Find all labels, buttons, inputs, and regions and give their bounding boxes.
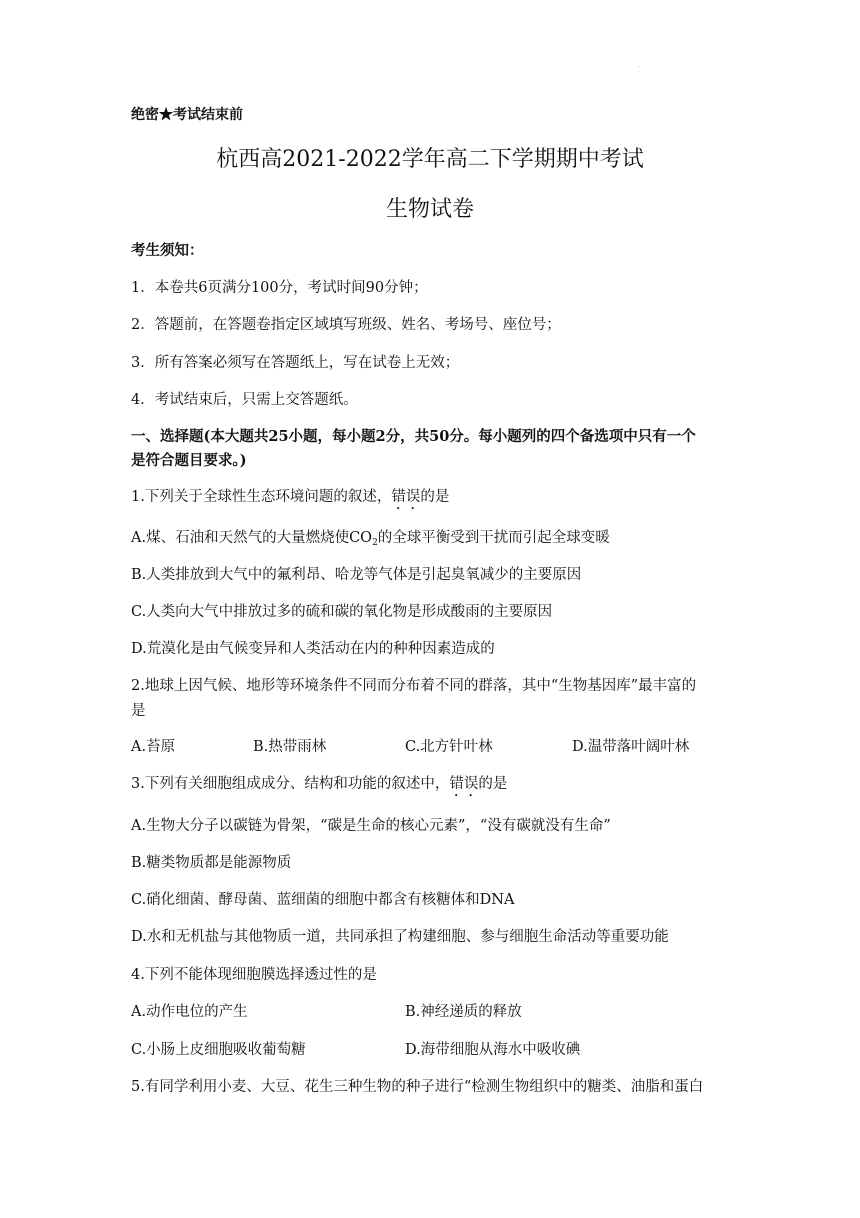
q1-emphasis: 错误 <box>391 489 421 505</box>
notice-item-1: 1．本卷共6页满分100分，考试时间90分钟； <box>131 280 428 296</box>
q2-option-a: A.苔原 <box>131 739 176 755</box>
q3-option-b: B.糖类物质都是能源物质 <box>131 855 292 871</box>
confidential-label: 绝密★考试结束前 <box>131 107 243 123</box>
q3-stem: 3.下列有关细胞组成成分、结构和功能的叙述中，错误的是 <box>131 776 508 792</box>
q1-option-d: D.荒漠化是由气候变异和人类活动在内的种种因素造成的 <box>131 641 495 657</box>
exam-title: 杭西高2021-2022学年高二下学期期中考试 <box>216 147 644 172</box>
q1-option-b: B.人类排放到大气中的氟利昂、哈龙等气体是引起臭氧减少的主要原因 <box>131 567 582 583</box>
q4-option-d: D.海带细胞从海水中吸收碘 <box>405 1042 581 1058</box>
q3-option-a: A.生物大分子以碳链为骨架，“碳是生命的核心元素”，“没有碳就没有生命” <box>131 818 611 834</box>
q4-option-c: C.小肠上皮细胞吸收葡萄糖 <box>131 1042 306 1058</box>
notice-item-2: 2．答题前，在答题卷指定区域填写班级、姓名、考场号、座位号； <box>131 317 561 333</box>
q2-stem-line2: 是 <box>131 703 146 719</box>
exam-subtitle: 生物试卷 <box>385 197 474 222</box>
q3-option-c: C.硝化细菌、酵母菌、蓝细菌的细胞中都含有核糖体和DNA <box>131 892 515 908</box>
q1-option-a: A.煤、石油和天然气的大量燃烧使$CO_2$的全球平衡受到干扰而引起全球变暖 <box>131 530 610 548</box>
q4-stem: 4.下列不能体现细胞膜选择透过性的是 <box>131 967 377 983</box>
notice-item-3: 3．所有答案必须写在答题纸上，写在试卷上无效； <box>131 355 460 371</box>
q4-option-a: A.动作电位的产生 <box>131 1004 248 1020</box>
q2-option-d: D.温带落叶阔叶林 <box>572 739 690 755</box>
corner-dot: . <box>638 62 640 69</box>
q1-stem: 1.下列关于全球性生态环境问题的叙述，错误的是 <box>131 489 450 505</box>
q3-option-d: D.水和无机盐与其他物质一道，共同承担了构建细胞、参与细胞生命活动等重要功能 <box>131 929 669 945</box>
q2-option-c: C.北方针叶林 <box>405 739 493 755</box>
notice-item-4: 4．考试结束后，只需上交答题纸。 <box>131 392 358 408</box>
q4-option-b: B.神经递质的释放 <box>405 1004 522 1020</box>
notice-heading: 考生须知： <box>131 242 204 259</box>
q1-option-c: C.人类向大气中排放过多的硫和碳的氧化物是形成酸雨的主要原因 <box>131 604 553 620</box>
q3-emphasis: 错误 <box>449 776 479 792</box>
section-heading-line2: 是符合题目要求。) <box>131 452 247 469</box>
q5-stem: 5.有同学利用小麦、大豆、花生三种生物的种子进行“检测生物组织中的糖类、油脂和蛋白 <box>131 1079 704 1095</box>
q2-option-b: B.热带雨林 <box>253 739 327 755</box>
section-heading-line1: 一、选择题(本大题共25小题，每小题2分，共50分。每小题列的四个备选项中只有一个 <box>131 428 696 445</box>
q2-stem-line1: 2.地球上因气候、地形等环境条件不同而分布着不同的群落，其中“生物基因库”最丰富的 <box>131 678 697 694</box>
